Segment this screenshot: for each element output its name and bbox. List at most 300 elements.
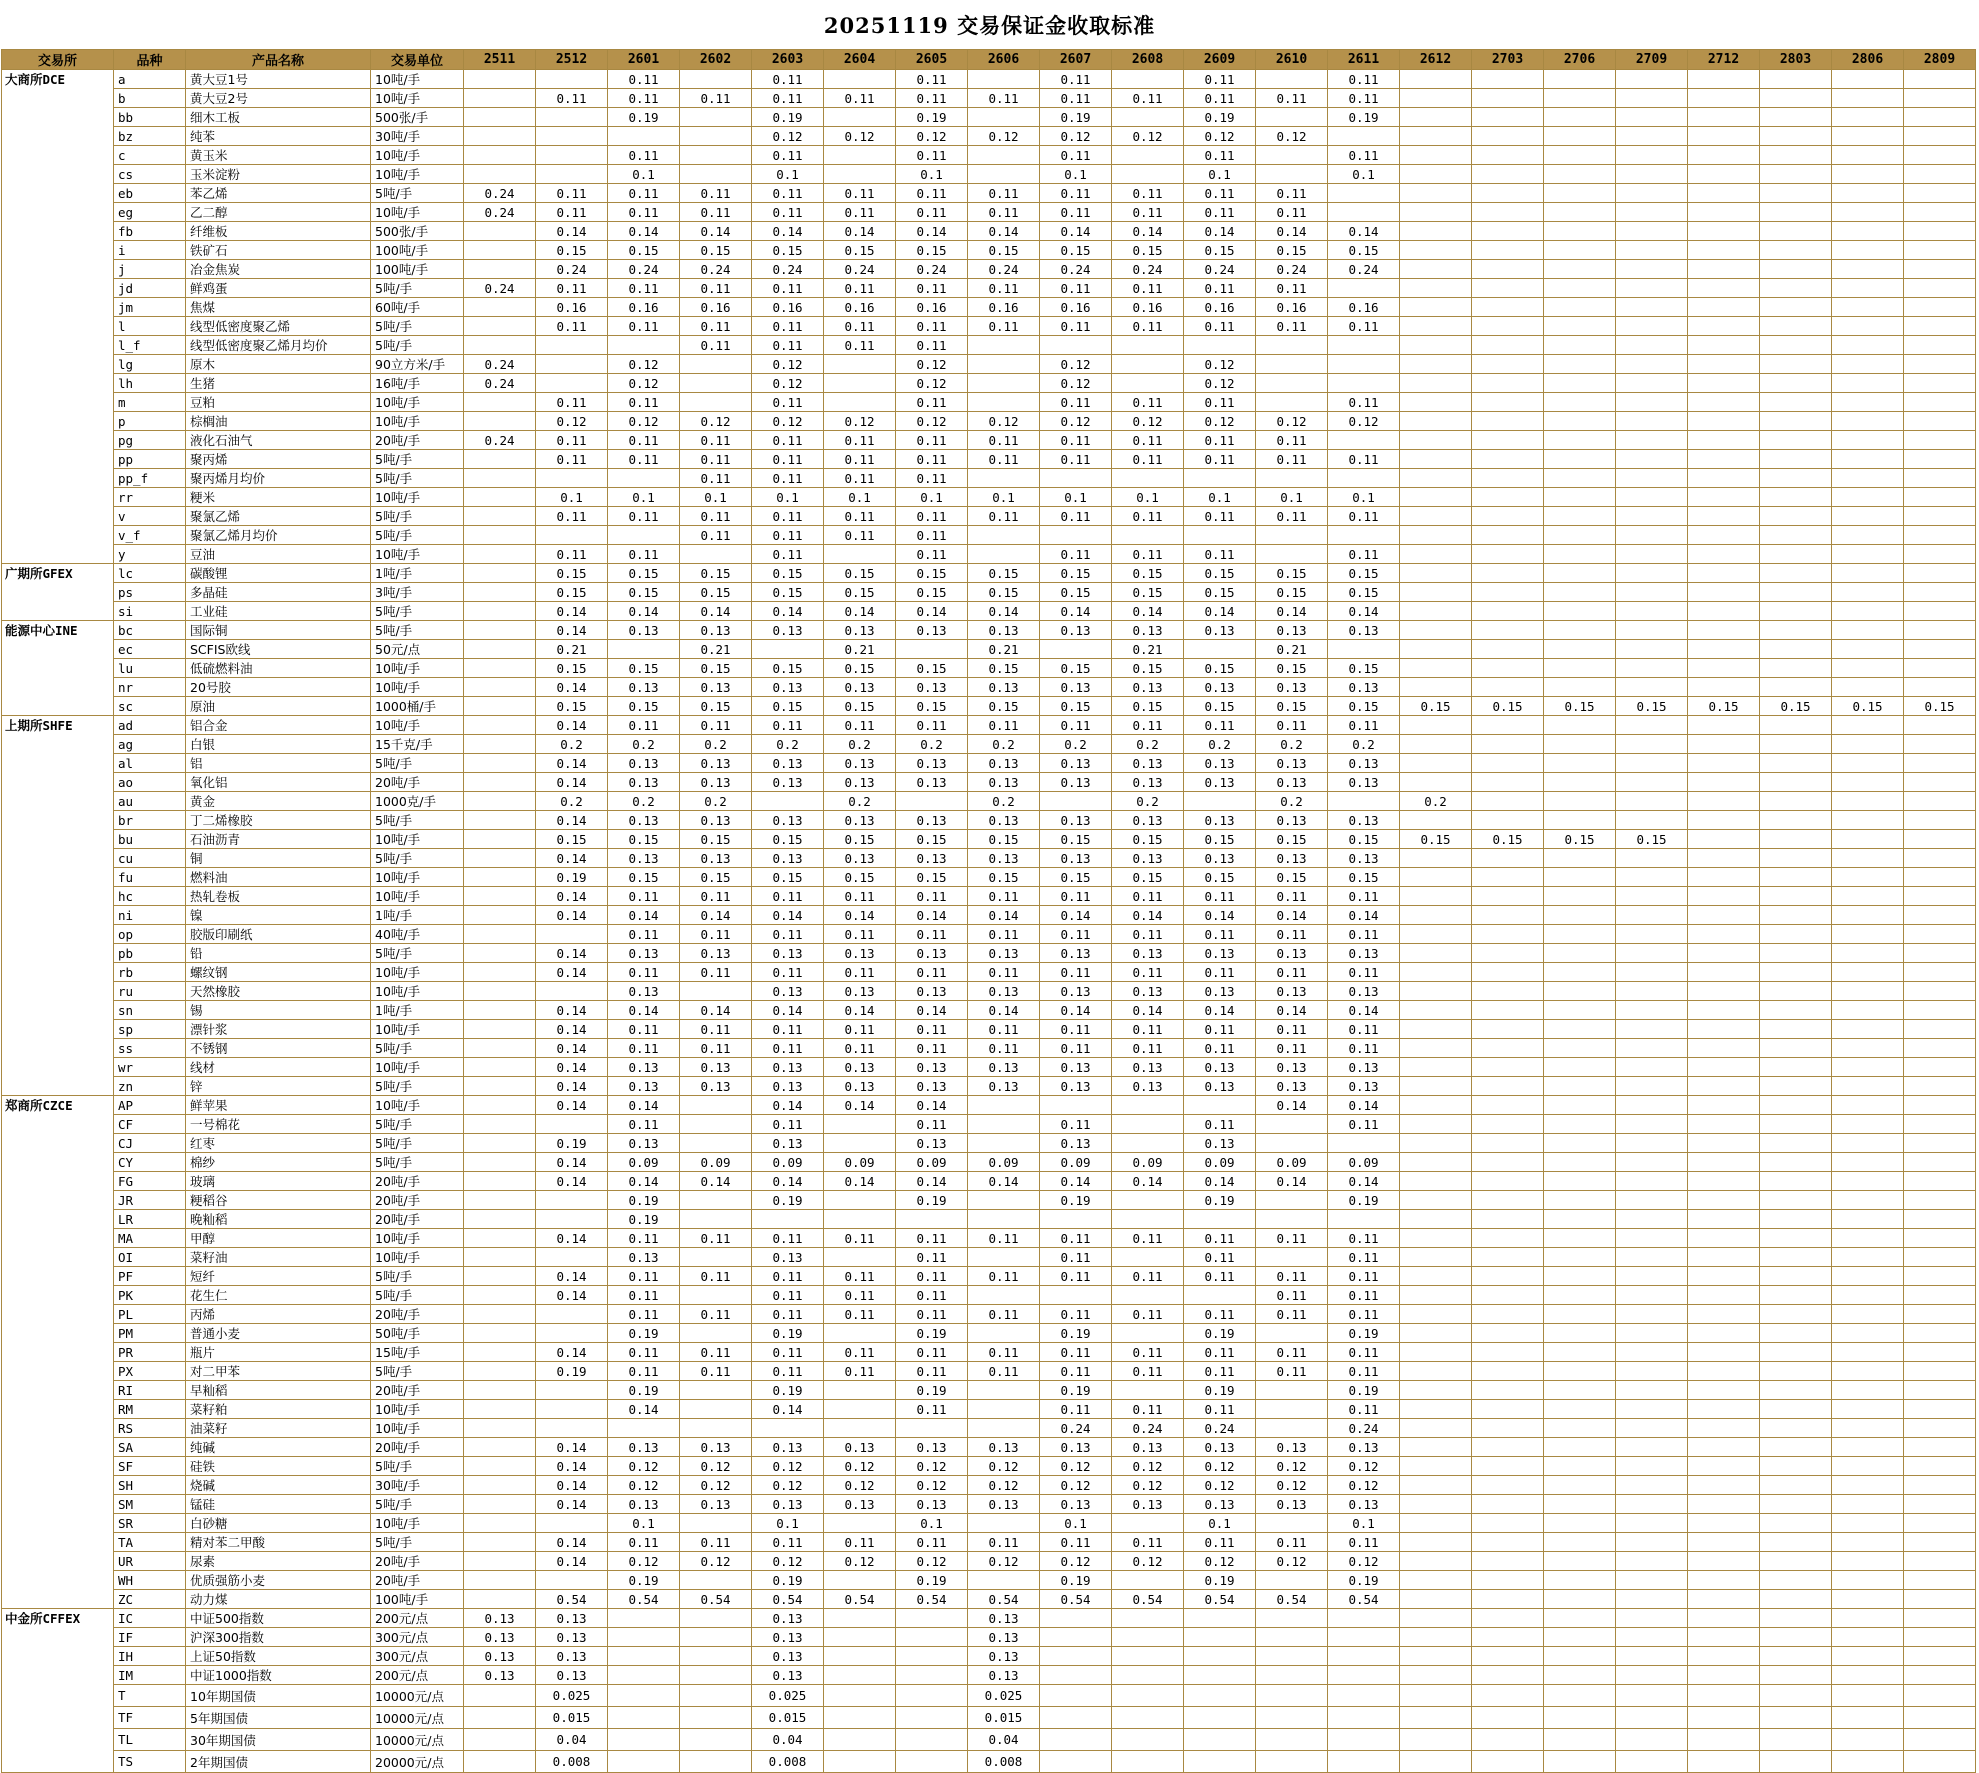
margin-rate-cell: [464, 1191, 536, 1210]
margin-rate-cell: [680, 1609, 752, 1628]
margin-rate-cell: 0.13: [752, 982, 824, 1001]
margin-rate-cell: [1904, 868, 1976, 887]
margin-rate-cell: 0.11: [896, 925, 968, 944]
margin-rate-cell: 0.11: [680, 716, 752, 735]
margin-rate-cell: [896, 792, 968, 811]
margin-rate-cell: [536, 374, 608, 393]
margin-rate-cell: 0.13: [968, 1495, 1040, 1514]
margin-rate-cell: [464, 146, 536, 165]
margin-rate-cell: [1832, 1457, 1904, 1476]
margin-rate-cell: 0.13: [968, 1438, 1040, 1457]
margin-rate-cell: 0.13: [464, 1647, 536, 1666]
margin-rate-cell: [1544, 1172, 1616, 1191]
margin-rate-cell: 0.11: [1328, 963, 1400, 982]
margin-rate-cell: [1688, 906, 1760, 925]
margin-rate-cell: 0.11: [1040, 203, 1112, 222]
margin-rate-cell: [1400, 70, 1472, 89]
margin-rate-cell: 0.11: [752, 203, 824, 222]
margin-rate-cell: [968, 70, 1040, 89]
margin-rate-cell: 0.12: [1256, 1552, 1328, 1571]
code-cell: sc: [114, 697, 186, 716]
margin-rate-cell: [1832, 1267, 1904, 1286]
margin-rate-cell: 0.14: [752, 1172, 824, 1191]
margin-rate-cell: [1544, 1134, 1616, 1153]
table-row: [2, 526, 1976, 545]
product-name-cell: 甲醇: [186, 1229, 371, 1248]
margin-rate-cell: [1616, 678, 1688, 697]
margin-rate-cell: [1184, 1286, 1256, 1305]
margin-rate-cell: 0.11: [1040, 1039, 1112, 1058]
product-name-cell: 中证500指数: [186, 1609, 371, 1628]
margin-rate-cell: [464, 1419, 536, 1438]
margin-rate-cell: [536, 1419, 608, 1438]
margin-rate-cell: 0.13: [1256, 944, 1328, 963]
margin-rate-cell: [1472, 1707, 1544, 1729]
margin-rate-cell: [1688, 1514, 1760, 1533]
margin-rate-cell: 0.21: [968, 640, 1040, 659]
product-name-cell: 聚丙烯月均价: [186, 469, 371, 488]
margin-rate-cell: [1832, 1647, 1904, 1666]
margin-rate-cell: 0.11: [1040, 279, 1112, 298]
margin-rate-cell: [1616, 146, 1688, 165]
margin-rate-cell: [608, 1609, 680, 1628]
margin-rate-cell: [1760, 165, 1832, 184]
margin-rate-cell: 0.11: [536, 507, 608, 526]
margin-rate-cell: [1472, 1476, 1544, 1495]
margin-rate-cell: [1760, 1476, 1832, 1495]
margin-rate-cell: [1688, 1077, 1760, 1096]
margin-rate-cell: 0.14: [680, 906, 752, 925]
page-title: 20251119 交易保证金收取标准: [823, 13, 1156, 38]
margin-rate-cell: [1616, 1400, 1688, 1419]
margin-rate-cell: 0.15: [536, 830, 608, 849]
margin-rate-cell: 0.2: [968, 792, 1040, 811]
margin-rate-cell: 0.24: [536, 260, 608, 279]
code-cell: l_f: [114, 336, 186, 355]
margin-rate-cell: [1616, 1729, 1688, 1751]
margin-rate-cell: 0.13: [1112, 754, 1184, 773]
table-row: [2, 1324, 1976, 1343]
margin-rate-cell: 0.14: [752, 1096, 824, 1115]
trading-unit-cell: 10吨/手: [371, 203, 464, 222]
margin-rate-cell: 0.015: [968, 1707, 1040, 1729]
margin-rate-cell: 0.11: [968, 887, 1040, 906]
margin-rate-cell: 0.15: [752, 564, 824, 583]
margin-rate-cell: [1688, 1647, 1760, 1666]
margin-rate-cell: [1760, 1751, 1832, 1773]
margin-rate-cell: [1400, 564, 1472, 583]
column-header: 2602: [680, 50, 752, 70]
trading-unit-cell: 10吨/手: [371, 146, 464, 165]
margin-rate-cell: 0.13: [896, 1438, 968, 1457]
product-name-cell: 碳酸锂: [186, 564, 371, 583]
margin-rate-cell: [608, 336, 680, 355]
margin-rate-cell: 0.14: [536, 1096, 608, 1115]
code-cell: rb: [114, 963, 186, 982]
margin-rate-cell: [1832, 963, 1904, 982]
column-header: 品种: [114, 50, 186, 70]
margin-rate-cell: [1688, 374, 1760, 393]
margin-rate-cell: [1688, 944, 1760, 963]
margin-rate-cell: [896, 1210, 968, 1229]
margin-rate-cell: 0.13: [896, 1058, 968, 1077]
margin-rate-cell: [464, 298, 536, 317]
table-row: [2, 1039, 1976, 1058]
margin-rate-cell: [1760, 1210, 1832, 1229]
margin-rate-cell: [1688, 450, 1760, 469]
margin-rate-cell: 0.11: [1112, 1533, 1184, 1552]
margin-rate-cell: [1400, 127, 1472, 146]
margin-rate-cell: [1688, 1058, 1760, 1077]
margin-rate-cell: [1832, 1039, 1904, 1058]
margin-rate-cell: [1904, 906, 1976, 925]
margin-rate-cell: [1112, 1096, 1184, 1115]
margin-rate-cell: [1688, 640, 1760, 659]
margin-rate-cell: 0.11: [1040, 450, 1112, 469]
margin-rate-cell: [1616, 1609, 1688, 1628]
code-cell: ao: [114, 773, 186, 792]
margin-rate-cell: 0.2: [1256, 735, 1328, 754]
margin-rate-cell: [1616, 906, 1688, 925]
margin-rate-cell: 0.13: [824, 1058, 896, 1077]
table-row: [2, 1571, 1976, 1590]
margin-rate-cell: [1400, 1096, 1472, 1115]
margin-rate-cell: [1400, 89, 1472, 108]
code-cell: j: [114, 260, 186, 279]
margin-rate-cell: [1112, 70, 1184, 89]
margin-rate-cell: [1760, 1286, 1832, 1305]
margin-rate-cell: 0.11: [752, 925, 824, 944]
table-row: [2, 393, 1976, 412]
code-cell: sn: [114, 1001, 186, 1020]
margin-rate-cell: [1688, 241, 1760, 260]
margin-rate-cell: 0.11: [1040, 1343, 1112, 1362]
margin-rate-cell: [1616, 1020, 1688, 1039]
margin-rate-cell: 0.11: [536, 450, 608, 469]
margin-rate-cell: [1832, 412, 1904, 431]
margin-rate-cell: [1472, 526, 1544, 545]
margin-rate-cell: [1544, 621, 1616, 640]
code-cell: PR: [114, 1343, 186, 1362]
margin-rate-cell: [1688, 735, 1760, 754]
margin-rate-cell: [1472, 165, 1544, 184]
margin-rate-cell: 0.14: [1184, 602, 1256, 621]
margin-rate-cell: [1904, 1343, 1976, 1362]
margin-rate-cell: 0.11: [752, 716, 824, 735]
margin-rate-cell: [1544, 1115, 1616, 1134]
margin-rate-cell: 0.11: [1184, 393, 1256, 412]
margin-rate-cell: 0.13: [680, 1438, 752, 1457]
margin-rate-cell: 0.11: [680, 925, 752, 944]
product-name-cell: 国际铜: [186, 621, 371, 640]
trading-unit-cell: 5吨/手: [371, 1286, 464, 1305]
table-row: [2, 184, 1976, 203]
margin-rate-cell: 0.11: [1040, 89, 1112, 108]
margin-rate-cell: 0.15: [1400, 830, 1472, 849]
margin-rate-cell: [1040, 1647, 1112, 1666]
margin-rate-cell: [1184, 336, 1256, 355]
margin-rate-cell: 0.12: [968, 127, 1040, 146]
margin-rate-cell: 0.14: [680, 1001, 752, 1020]
margin-rate-cell: [1904, 564, 1976, 583]
margin-rate-cell: 0.13: [752, 944, 824, 963]
table-row: [2, 203, 1976, 222]
margin-rate-cell: 0.13: [608, 773, 680, 792]
margin-rate-cell: 0.11: [536, 431, 608, 450]
margin-rate-cell: [464, 887, 536, 906]
margin-rate-cell: 0.09: [896, 1153, 968, 1172]
margin-rate-cell: [1400, 184, 1472, 203]
margin-rate-cell: [1832, 1229, 1904, 1248]
column-header: 2703: [1472, 50, 1544, 70]
product-name-cell: 热轧卷板: [186, 887, 371, 906]
margin-rate-cell: [1616, 1324, 1688, 1343]
margin-rate-cell: 0.16: [1040, 298, 1112, 317]
margin-rate-cell: 0.12: [680, 1476, 752, 1495]
margin-rate-cell: [1472, 1647, 1544, 1666]
margin-rate-cell: [896, 1666, 968, 1685]
margin-rate-cell: 0.12: [1184, 374, 1256, 393]
margin-rate-cell: 0.2: [536, 792, 608, 811]
margin-rate-cell: [1760, 925, 1832, 944]
margin-rate-cell: 0.1: [896, 488, 968, 507]
margin-rate-cell: [824, 374, 896, 393]
margin-rate-cell: [1472, 564, 1544, 583]
margin-rate-cell: [464, 1362, 536, 1381]
margin-rate-cell: [1400, 1229, 1472, 1248]
margin-rate-cell: 0.14: [536, 222, 608, 241]
code-cell: PK: [114, 1286, 186, 1305]
product-name-cell: 锰硅: [186, 1495, 371, 1514]
margin-rate-cell: 0.11: [680, 526, 752, 545]
margin-rate-cell: [464, 108, 536, 127]
margin-rate-cell: [1616, 431, 1688, 450]
margin-rate-cell: 0.11: [1328, 545, 1400, 564]
margin-rate-cell: [1544, 868, 1616, 887]
margin-rate-cell: [536, 108, 608, 127]
margin-rate-cell: [968, 1400, 1040, 1419]
trading-unit-cell: 5吨/手: [371, 279, 464, 298]
margin-rate-cell: [1904, 1590, 1976, 1609]
margin-rate-cell: 0.11: [896, 1362, 968, 1381]
margin-rate-cell: 0.13: [1256, 1077, 1328, 1096]
margin-rate-cell: 0.1: [1256, 488, 1328, 507]
table-row: [2, 1191, 1976, 1210]
margin-rate-cell: [1184, 1096, 1256, 1115]
margin-rate-cell: [1184, 1707, 1256, 1729]
margin-rate-cell: 0.11: [1112, 1267, 1184, 1286]
margin-rate-cell: 0.11: [752, 545, 824, 564]
margin-rate-cell: [1760, 963, 1832, 982]
table-row: [2, 1210, 1976, 1229]
margin-rate-cell: 0.13: [1112, 944, 1184, 963]
margin-rate-cell: 0.13: [824, 1077, 896, 1096]
margin-rate-cell: 0.11: [968, 450, 1040, 469]
margin-rate-cell: 0.14: [536, 1476, 608, 1495]
margin-rate-cell: [1688, 602, 1760, 621]
margin-rate-cell: 0.14: [536, 1533, 608, 1552]
margin-rate-cell: [1544, 1248, 1616, 1267]
column-header: 2706: [1544, 50, 1616, 70]
margin-rate-cell: [1256, 1419, 1328, 1438]
margin-rate-cell: 0.13: [1112, 1495, 1184, 1514]
margin-rate-cell: [1328, 127, 1400, 146]
margin-rate-cell: [1832, 1153, 1904, 1172]
margin-rate-cell: 0.15: [896, 697, 968, 716]
margin-rate-cell: 0.11: [1256, 279, 1328, 298]
trading-unit-cell: 15吨/手: [371, 1343, 464, 1362]
margin-rate-cell: [1688, 279, 1760, 298]
margin-rate-cell: [464, 1457, 536, 1476]
margin-rate-cell: 0.11: [608, 963, 680, 982]
margin-rate-cell: [1472, 89, 1544, 108]
margin-rate-cell: [1112, 1609, 1184, 1628]
margin-rate-cell: 0.1: [1040, 165, 1112, 184]
margin-rate-cell: [1400, 925, 1472, 944]
margin-rate-cell: 0.14: [536, 1438, 608, 1457]
margin-rate-cell: 0.13: [608, 1248, 680, 1267]
margin-rate-cell: [536, 469, 608, 488]
margin-rate-cell: [464, 1343, 536, 1362]
margin-rate-cell: 0.24: [464, 431, 536, 450]
margin-rate-cell: 0.1: [536, 488, 608, 507]
margin-rate-cell: 0.13: [1040, 773, 1112, 792]
margin-rate-cell: [1760, 1533, 1832, 1552]
margin-rate-cell: 0.04: [968, 1729, 1040, 1751]
margin-rate-cell: 0.13: [1040, 811, 1112, 830]
margin-rate-cell: [1400, 545, 1472, 564]
margin-rate-cell: 0.11: [1040, 1267, 1112, 1286]
margin-rate-cell: 0.13: [1184, 1134, 1256, 1153]
margin-rate-cell: 0.11: [824, 1362, 896, 1381]
margin-rate-cell: 0.15: [968, 868, 1040, 887]
margin-rate-cell: 0.54: [896, 1590, 968, 1609]
margin-rate-cell: [680, 545, 752, 564]
margin-rate-cell: [1472, 431, 1544, 450]
table-row: [2, 1343, 1976, 1362]
margin-rate-cell: [1832, 982, 1904, 1001]
margin-rate-cell: [1616, 583, 1688, 602]
margin-rate-cell: 0.11: [896, 1400, 968, 1419]
margin-rate-cell: [464, 1267, 536, 1286]
margin-rate-cell: [1472, 260, 1544, 279]
margin-rate-cell: [1544, 1286, 1616, 1305]
margin-rate-cell: [536, 355, 608, 374]
margin-rate-cell: [680, 1381, 752, 1400]
margin-rate-cell: 0.11: [1328, 70, 1400, 89]
margin-rate-cell: 0.11: [1256, 1286, 1328, 1305]
margin-rate-cell: [1904, 1229, 1976, 1248]
margin-rate-cell: 0.11: [896, 279, 968, 298]
margin-rate-cell: [1472, 659, 1544, 678]
margin-rate-cell: 0.54: [968, 1590, 1040, 1609]
margin-rate-cell: [1328, 1210, 1400, 1229]
margin-rate-cell: 0.15: [1112, 583, 1184, 602]
margin-rate-cell: 0.11: [968, 203, 1040, 222]
margin-rate-cell: [1400, 1115, 1472, 1134]
table-row: [2, 298, 1976, 317]
margin-rate-cell: 0.15: [752, 697, 824, 716]
margin-rate-cell: 0.14: [608, 1096, 680, 1115]
margin-rate-cell: 0.11: [1328, 925, 1400, 944]
margin-rate-cell: [1400, 1495, 1472, 1514]
margin-rate-cell: [1904, 1077, 1976, 1096]
code-cell: PL: [114, 1305, 186, 1324]
margin-rate-cell: [1328, 640, 1400, 659]
margin-rate-cell: 0.15: [680, 830, 752, 849]
margin-rate-cell: [1400, 279, 1472, 298]
margin-rate-cell: 0.11: [968, 1343, 1040, 1362]
margin-rate-cell: [1904, 773, 1976, 792]
margin-rate-cell: 0.13: [1256, 1495, 1328, 1514]
margin-rate-cell: [1616, 1590, 1688, 1609]
product-name-cell: 30年期国债: [186, 1729, 371, 1751]
product-name-cell: 中证1000指数: [186, 1666, 371, 1685]
margin-rate-cell: 0.15: [536, 241, 608, 260]
trading-unit-cell: 10吨/手: [371, 488, 464, 507]
trading-unit-cell: 100吨/手: [371, 1590, 464, 1609]
margin-rate-cell: [1544, 1362, 1616, 1381]
table-row: [2, 488, 1976, 507]
margin-rate-cell: 0.14: [896, 222, 968, 241]
margin-rate-cell: 0.1: [1184, 165, 1256, 184]
margin-rate-cell: 0.12: [1328, 1457, 1400, 1476]
margin-rate-cell: 0.13: [1184, 944, 1256, 963]
margin-rate-cell: 0.11: [1112, 1039, 1184, 1058]
margin-rate-cell: 0.11: [680, 89, 752, 108]
margin-rate-cell: [1832, 792, 1904, 811]
table-row: [2, 659, 1976, 678]
margin-rate-cell: [1904, 659, 1976, 678]
margin-rate-cell: [752, 640, 824, 659]
margin-rate-cell: 0.1: [752, 488, 824, 507]
margin-rate-cell: 0.24: [464, 203, 536, 222]
margin-rate-cell: 0.14: [536, 678, 608, 697]
margin-rate-cell: [1616, 184, 1688, 203]
margin-rate-cell: [1904, 1362, 1976, 1381]
trading-unit-cell: 16吨/手: [371, 374, 464, 393]
margin-rate-cell: [1472, 1628, 1544, 1647]
margin-rate-cell: 0.15: [536, 697, 608, 716]
margin-rate-cell: 0.13: [1184, 1077, 1256, 1096]
margin-rate-cell: [1616, 1476, 1688, 1495]
margin-rate-cell: [824, 1685, 896, 1707]
margin-rate-cell: 0.09: [608, 1153, 680, 1172]
margin-rate-cell: 0.008: [968, 1751, 1040, 1773]
margin-rate-cell: [1760, 1096, 1832, 1115]
trading-unit-cell: 20吨/手: [371, 1552, 464, 1571]
margin-rate-cell: [968, 469, 1040, 488]
trading-unit-cell: 300元/点: [371, 1647, 464, 1666]
margin-rate-cell: 0.11: [824, 336, 896, 355]
margin-rate-cell: [1328, 279, 1400, 298]
column-header: 2606: [968, 50, 1040, 70]
margin-rate-cell: [1616, 792, 1688, 811]
margin-rate-cell: [536, 1571, 608, 1590]
margin-rate-cell: [1544, 1001, 1616, 1020]
margin-rate-cell: [1256, 146, 1328, 165]
table-row: [2, 89, 1976, 108]
margin-rate-cell: [1904, 469, 1976, 488]
margin-rate-cell: [1616, 1647, 1688, 1666]
margin-rate-cell: 0.12: [1040, 127, 1112, 146]
margin-rate-cell: [968, 1419, 1040, 1438]
code-cell: SH: [114, 1476, 186, 1495]
margin-rate-cell: [824, 146, 896, 165]
trading-unit-cell: 5吨/手: [371, 317, 464, 336]
code-cell: l: [114, 317, 186, 336]
margin-rate-cell: [1616, 640, 1688, 659]
